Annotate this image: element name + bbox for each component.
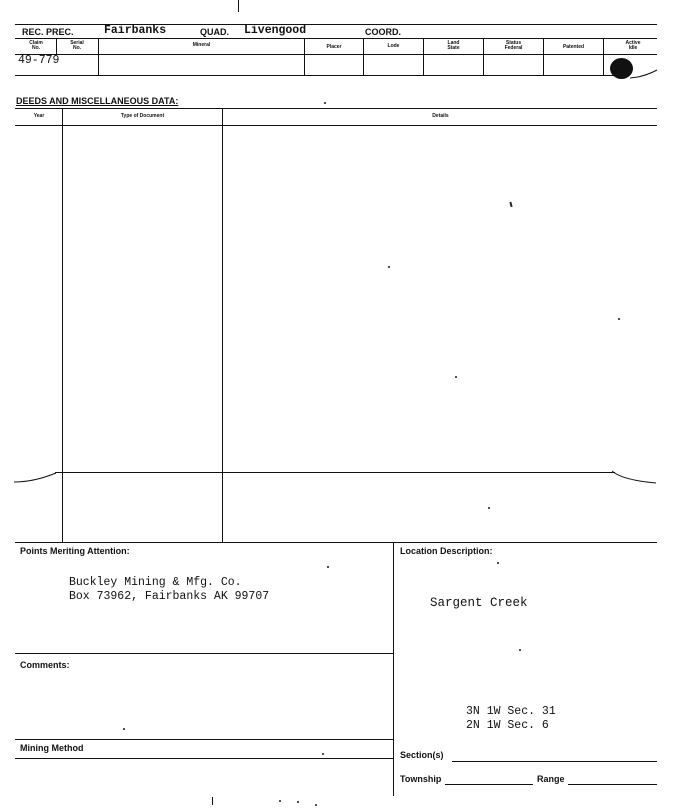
mining-bottom-rule <box>15 758 393 759</box>
speck <box>123 728 125 730</box>
sections-label: Section(s) <box>400 750 444 760</box>
col-serial-no: Serial No. <box>70 40 84 51</box>
col-placer: Placer <box>326 44 342 50</box>
deeds-title: DEEDS AND MISCELLANEOUS DATA: <box>16 96 179 106</box>
col-status-federal: Status Federal <box>504 40 523 51</box>
col-mineral: Mineral <box>192 42 211 48</box>
comments-label: Comments: <box>20 660 70 670</box>
quad-value: Livengood <box>244 24 307 37</box>
location-label: Location Description: <box>400 546 493 556</box>
header-col-rule <box>15 54 657 55</box>
col-patented: Patented <box>562 44 585 50</box>
col-claim-no: Claim No. <box>29 40 43 51</box>
deeds-header-rule <box>15 125 657 126</box>
speck <box>297 801 299 803</box>
deeds-col-type: Type of Document <box>120 113 165 119</box>
col-divider <box>543 38 544 75</box>
deeds-bottom-rule <box>15 542 657 543</box>
fold-curl-left <box>14 468 59 486</box>
township-fill-line <box>445 784 533 785</box>
col-lode: Lode <box>387 43 400 49</box>
speck <box>324 102 326 104</box>
comments-top-rule <box>15 653 393 654</box>
speck <box>279 800 281 802</box>
deeds-top-rule <box>15 108 657 109</box>
speck <box>388 266 390 268</box>
col-land-state: Land State <box>447 40 460 51</box>
deeds-col-details: Details <box>432 113 449 119</box>
claim-no-value: 49-779 <box>18 54 60 67</box>
speck <box>618 318 620 320</box>
mining-method-label: Mining Method <box>20 743 84 753</box>
sections-fill-line <box>452 761 657 762</box>
col-divider <box>304 38 305 75</box>
header-mid-rule <box>15 38 657 39</box>
rec-prec-label: REC. PREC. <box>22 27 74 37</box>
range-label: Range <box>537 774 565 784</box>
deeds-col-year: Year <box>33 113 45 119</box>
col-divider <box>603 38 604 75</box>
mining-top-rule <box>15 739 393 740</box>
deeds-year-divider <box>62 108 63 542</box>
deeds-fold-rule <box>55 472 615 473</box>
points-line-1: Buckley Mining & Mfg. Co. <box>69 576 242 589</box>
location-value: Sargent Creek <box>430 596 528 610</box>
header-edge-curl <box>630 66 660 80</box>
sec-line-2: 2N 1W Sec. 6 <box>466 719 549 732</box>
speck <box>315 804 317 806</box>
speck <box>497 562 499 564</box>
speck <box>327 566 329 568</box>
lower-center-divider <box>393 542 394 796</box>
col-active-idle: Active Idle <box>625 40 641 51</box>
township-label: Township <box>400 774 442 784</box>
bottom-tick-mark <box>212 797 213 805</box>
speck <box>455 376 457 378</box>
speck-mark <box>509 202 512 207</box>
top-tick-mark <box>238 0 239 12</box>
deeds-type-divider <box>222 108 223 542</box>
speck <box>519 649 521 651</box>
fold-curl-right <box>612 468 658 488</box>
quad-label: QUAD. <box>200 27 229 37</box>
rec-prec-value: Fairbanks <box>104 24 167 37</box>
coord-label: COORD. <box>365 27 401 37</box>
range-fill-line <box>568 784 657 785</box>
speck <box>488 507 490 509</box>
points-label: Points Meriting Attention: <box>20 546 130 556</box>
speck <box>322 753 324 755</box>
header-bottom-rule <box>15 75 615 76</box>
points-line-2: Box 73962, Fairbanks AK 99707 <box>69 590 270 603</box>
sec-line-1: 3N 1W Sec. 31 <box>466 705 556 718</box>
